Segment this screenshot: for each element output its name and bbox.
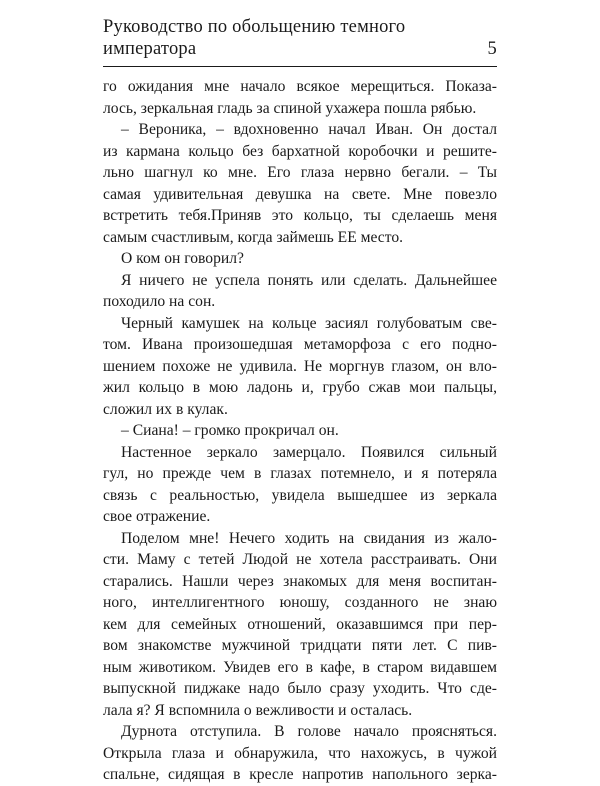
text-line: жил кольцо в мою ладонь и, грубо сжав мои пальцы, [103,379,497,396]
text-line: из кармана кольцо без бархатной коробочки и решите- [103,142,497,160]
header-rule [103,66,497,67]
text-line: гул, но прежде чем в глазах потемнело, и я потеряла [103,465,497,482]
text-line: льно шагнул ко мне. Его глаза нервно бегали. – Ты [103,164,497,181]
body-text [103,76,497,786]
text-line: – Сиана! – громко прокричал он. [121,422,339,439]
page-number: 5 [487,39,497,59]
text-line: старались. Нашли через знакомых для меня воспитан- [103,572,497,590]
text-line: связь с реальностью, увидела вышедшее из зеркала [103,486,497,504]
text-line: выпускной пиджаке надо было сразу уходить. Что сде- [103,680,497,697]
text-line: О ком он говорил? [121,250,244,267]
text-line: го ожидания мне начало всякое мерещиться. Показа- [103,78,497,95]
text-line: Поделом мне! Нечего ходить на свидания из жало- [121,529,497,547]
text-line: том. Ивана произошедшая метаморфоза с его подно- [103,336,497,353]
text-line: встретить тебя.Приняв это кольцо, ты сделаешь меня [103,207,497,224]
text-line: лось, зеркальная гладь за спиной ухажера пошла рябью. [103,99,477,117]
book-title: Руководство по обольщению темного императора [103,17,406,59]
text-line: самым счастливым, когда займешь ЕЕ место. [103,228,404,246]
text-line: сти. Маму с тетей Людой не хотела расстраивать. Они [103,551,497,568]
text-line: сложил их в кулак. [103,400,228,418]
text-line: Черный камушек на кольце засиял голубоватым све- [121,314,497,332]
text-line: ного, интеллигентного юношу, созданного не знаю [103,594,497,611]
text-line: самая удивительная девушка на свете. Мне повезло [103,185,497,203]
text-line: Я ничего не успела понять или сделать. Дальнейшее [121,271,497,289]
text-line: ным животиком. Увидев его в кафе, в старом видавшем [103,658,497,676]
text-line: вом знакомстве мужчиной тридцати пяти лет. С пив- [103,637,497,654]
text-line: спальне, сидящая в кресле напротив напольного зерка- [103,766,497,783]
text-line: Настенное зеркало замерцало. Появился сильный [121,443,497,461]
text-line: шением похоже не удивила. Не моргнув глазом, он вло- [103,357,497,375]
text-line: Открыла глаза и обнаружила, что нахожусь, в чужой [103,744,497,762]
text-line: – Вероника, – вдохновенно начал Иван. Он достал [121,121,497,138]
text-line: походило на сон. [103,293,216,310]
text-line: Дурнота отступила. В голове начало проясняться. [121,723,497,740]
running-header [103,17,497,60]
text-line: кем для семейных отношений, оказавшимся при пер- [103,615,497,633]
text-line: лала я? Я вспомнила о вежливости и осталась. [103,701,413,719]
text-line: свое отражение. [103,508,211,525]
